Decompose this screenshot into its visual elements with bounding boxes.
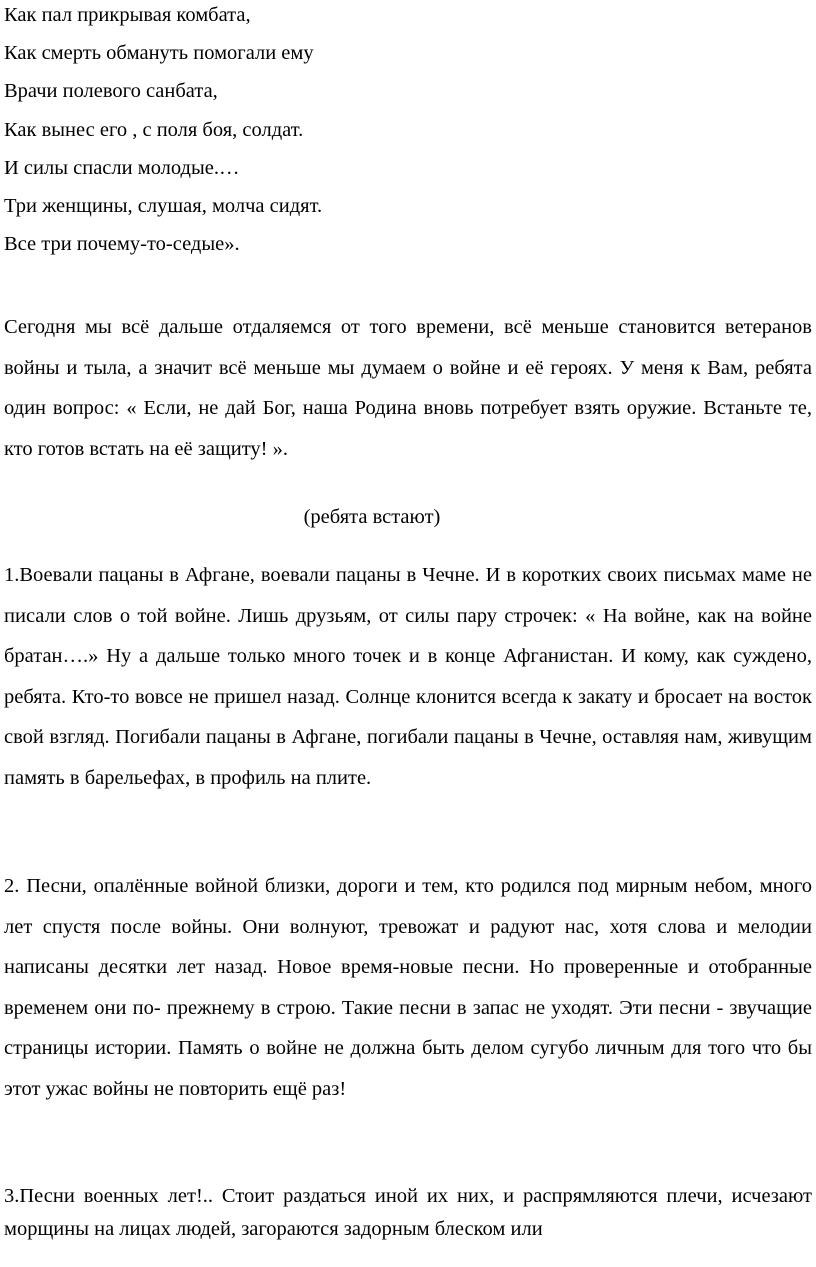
poem-line-2: Как смерть обмануть помогали ему bbox=[4, 42, 314, 65]
poem-line-6: Три женщины, слушая, молча сидят. bbox=[4, 194, 323, 217]
poem-line-5: И силы спасли молодые.… bbox=[4, 156, 240, 179]
paragraph-item-1: 1.Воевали пацаны в Афгане, воевали пацаны в Чечне. И в коротких своих письмах маме не писали слов о той войне. Лишь друзьям, от силы пару строчек: « На войне, как на войне братан….» Ну а дальше только много точек и в конце Афганистан. И кому, как суждено, ребята. Кто-то вовсе не пришел назад. Солнце клонится всегда к закату и бросает на восток свой взгляд. Погибали пацаны в Афгане, погибали пацаны в Чечне, оставляя нам, живущим память в барельефах, в профиль на плите. bbox=[4, 564, 812, 789]
paragraph-item-2: 2. Песни, опалённые войной близки, дороги и тем, кто родился под мирным небом, много лет спустя после войны. Они волнуют, тревожат и радуют нас, хотя слова и мелодии написаны десятки лет назад. Новое время-новые песни. Но проверенные и отобранные временем они по- прежнему в строю. Такие песни в запас не уходят. Эти песни - звучащие страницы истории. Память о войне не должна быть делом сугубо личным для того что бы этот ужас войны не повторить ещё раз! bbox=[4, 875, 812, 1100]
poem-line-4: Как вынес его , с поля боя, солдат. bbox=[4, 118, 304, 141]
poem-line-1: Как пал прикрывая комбата, bbox=[4, 4, 251, 26]
poem-line-3: Врачи полевого санбата, bbox=[4, 80, 218, 103]
poem-stanza bbox=[4, 0, 804, 267]
poem-line-7: Все три почему-то-седые». bbox=[4, 233, 240, 256]
paragraph-item-3: 3.Песни военных лет!.. Стоит раздаться иной их них, и распрямляются плечи, исчезают морщины на лицах людей, загораются задорным блеском или bbox=[4, 1185, 812, 1240]
stage-direction: (ребята встают) bbox=[303, 506, 441, 528]
intro-paragraph: Сегодня мы всё дальше отдаляемся от того времени, всё меньше становится ветеранов войны и тыла, а значит всё меньше мы думаем о войне и её героях. У меня к Вам, ребята один вопрос: « Если, не дай Бог, наша Родина вновь потребует взять оружие. Встаньте те, кто готов встать на её защиту! ». bbox=[4, 316, 812, 460]
